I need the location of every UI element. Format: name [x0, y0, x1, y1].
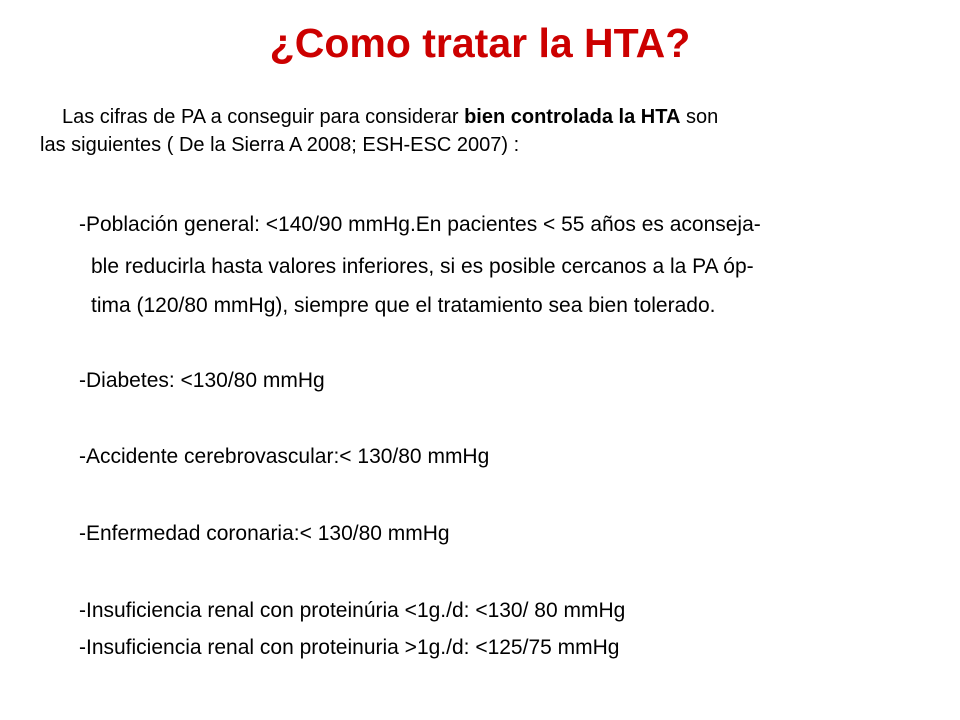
slide-title: ¿Como tratar la HTA?: [269, 20, 691, 66]
intro-line-1: [40, 103, 940, 131]
criterion-diabetes: -Diabetes: <130/80 mmHg: [79, 369, 325, 392]
criterion-general-population-cont-2: tima (120/80 mmHg), siempre que el tratamiento sea bien tolerado.: [91, 294, 716, 317]
intro-line-2: las siguientes ( De la Sierra A 2008; ESH-ESC 2007) :: [40, 134, 520, 156]
criterion-renal-high-proteinuria: -Insuficiencia renal con proteinuria >1g./d: <125/75 mmHg: [79, 636, 620, 659]
intro-paragraph: [40, 103, 940, 159]
intro-text-before: Las cifras de PA a conseguir para considerar: [62, 106, 465, 128]
intro-text-after: son: [680, 106, 719, 128]
criterion-renal-low-proteinuria: -Insuficiencia renal con proteinúria <1g./d: <130/ 80 mmHg: [79, 599, 626, 622]
criterion-general-population-cont-1: ble reducirla hasta valores inferiores, si es posible cercanos a la PA óp-: [91, 255, 754, 278]
criterion-coronary-disease: -Enfermedad coronaria:< 130/80 mmHg: [79, 522, 450, 545]
criterion-general-population: -Población general: <140/90 mmHg.En pacientes < 55 años es aconseja-: [79, 213, 761, 236]
intro-bold-text: bien controlada la HTA: [464, 106, 681, 128]
criterion-stroke: -Accidente cerebrovascular:< 130/80 mmHg: [79, 445, 490, 468]
